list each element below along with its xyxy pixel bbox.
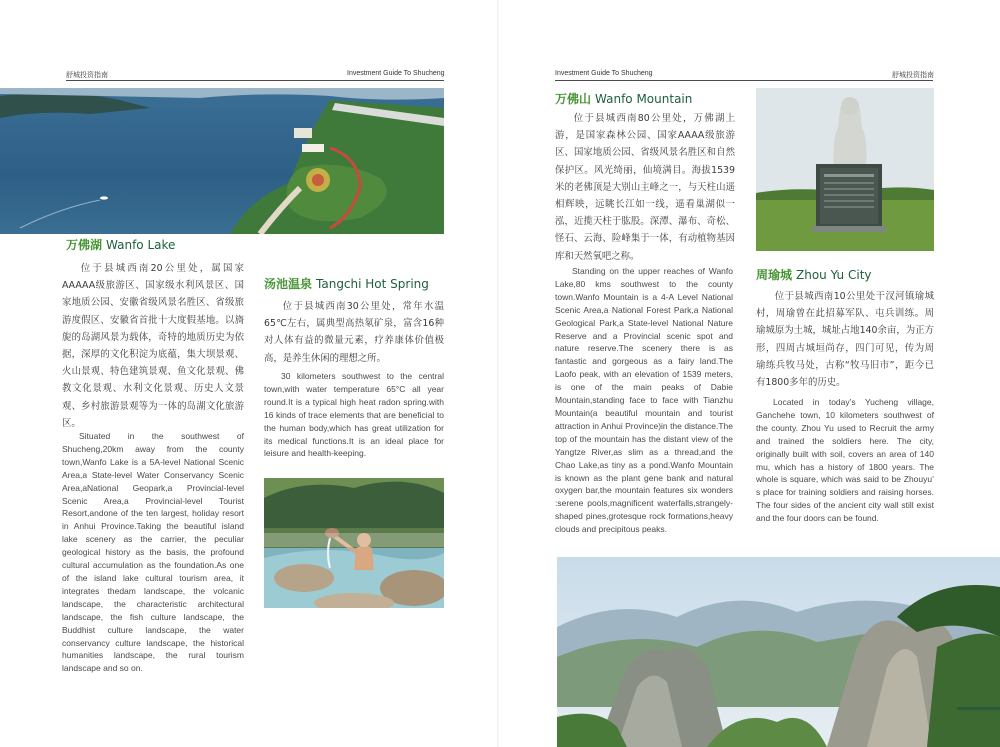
zhouyu-body-zh: 位于县城西南10公里处干汊河镇瑜城村，周瑜曾在此招募军队、屯兵训练。周瑜城原为土城，城址占地140余亩，为正方形，四周古城垣尚存，四门可见，传为周瑜练兵牧马处，古称“牧马旧市”，距今已有1800多年的历史。 <box>756 291 934 389</box>
wanfo-lake-title-en: Wanfo Lake <box>106 238 176 252</box>
running-header-zh: 舒城投资指南 <box>66 72 108 79</box>
tangchi-body-zh: 位于县城西南30公里处，常年水温65℃左右，属典型高热氡矿泉，富含16种对人体有益的微量元素，疗养康体价值极高，是养生休闲的理想之所。 <box>264 301 444 364</box>
running-header-en-right: Investment Guide To Shucheng <box>555 70 653 77</box>
zhouyu-title-en: Zhou Yu City <box>796 268 872 282</box>
tangchi-title <box>264 275 429 292</box>
mountain-peaks-photo <box>557 557 1000 747</box>
wanfo-mountain-title-zh: 万佛山 <box>555 92 592 106</box>
zhouyu-body-en: Located in today’s Yucheng village, Ganchehe town, 10 kilometers southwest of the county. Zhou Yu used to Recruit the army and trained the soldiers here. The city, originally built with soil, covers an area of 140 mu, which has a history of 1800 years. The whole is square, which was said to be Zhouyu’ s place for training soldiers and raising horses. The four sides of the ancient city wall still exist and the four doors can be found. <box>756 397 934 524</box>
wanfo-lake-title <box>66 236 175 253</box>
tangchi-title-zh: 汤池温泉 <box>264 277 313 291</box>
running-header-zh-right: 舒城投资指南 <box>892 72 934 79</box>
running-header-en: Investment Guide To Shucheng <box>347 70 445 77</box>
hot-spring-photo <box>264 478 444 608</box>
wanfo-lake-title-zh: 万佛湖 <box>66 238 103 252</box>
wanfo-mountain-title <box>555 90 692 107</box>
header-rule <box>66 80 444 81</box>
wanfo-mountain-body-zh: 位于县城西南80公里处，万佛湖上游，是国家森林公园、国家AAAA级旅游区、国家地质公园、省级风景名胜区和自然保护区。风光绮丽，仙境满目。海拔1539米的老佛顶是大别山主峰之一，与天柱山遥相辉映，远眺长江如一线，遥看巢湖似一泓，近揽天柱于肱股。深潭、瀑布、奇松、怪石、云海、险峰集于一体，有动植物基因库和天然氧吧之称。 <box>555 113 735 262</box>
aerial-lake-photo <box>0 88 444 234</box>
right-page <box>500 0 1000 747</box>
zhouyu-title-zh: 周瑜城 <box>756 268 793 282</box>
tangchi-title-en: Tangchi Hot Spring <box>316 277 429 291</box>
wanfo-lake-body-en: Situated in the southwest of Shucheng,20km away from the county town,Wanfo Lake is a 5A-level National Scenic Area,a State-level Water Conservancy Scenic Area,aNational Geopark,a Provincial-level Scenic Area,a Provincial-level Tourist Resort,andone of the ten largest, holiday resort in Anhui Province.Taking the beautiful island lake scenery as the carrier, the peculiar geological history as the basis, the profound cultural accumulation as the foundation.As one of the island lake cultural tourism area, it integrates thedam landscape, the volcanic landscape, the characteristic architectural landscape, the fish culture landscape, the Buddhist culture landscape, the water conservancy culture landscape, the historical humanities landscape, the rural tourism landscape and so on. <box>62 431 244 674</box>
statue-stele-photo <box>756 88 934 251</box>
wanfo-mountain-body-en: Standing on the upper reaches of Wanfo Lake,80 kms southwest to the county town.Wanfo Mountain is a 4-A Level National Scenic Area,a National Forest Park,a National Geological Park,a State-level National Nature Reserve and a Provincial scenic spot and nature reserve.The scenery there is as fantastic and gorgeous as a fairy land.The Laofo peak, with an elevation of 1539 meters, is one of the main peaks of Dabie Mountain,standing face to face with Tianzhu Mountain(a beautiful mountain and tourist attraction in Anhui Province)in the distance.The top of the mountain has the distant view of the Yangtze River,as slim as a thread,and the Chao Lake,as tiny as a pond.Wanfo Mountain is known as the plant gene bank and natural oxygen bar,the mountain features six wonders :serene pools,magnificent waterfalls,strangely-shaped pines,grotesque rock formations,heavy clouds and precipitous peaks. <box>555 266 733 535</box>
wanfo-mountain-title-en: Wanfo Mountain <box>595 92 693 106</box>
zhouyu-title <box>756 266 872 283</box>
header-rule-right <box>555 80 933 81</box>
tangchi-body-en: 30 kilometers southwest to the central town,with water temperature 65°C all year round.It is a typical high heat radon spring.with 16 kinds of trace elements that are beneficial to the human body,which has great utilization for its medical functions.It is an ideal place for leisure and health-keeping. <box>264 371 444 459</box>
wanfo-lake-body-zh: 位于县城西南20公里处，属国家AAAAA级旅游区、国家级水利风景区、国家地质公园、安徽省级风景名胜区、省级旅游度假区、安徽省首批十大度假基地。以旖旎的岛湖风景为载体，奇特的地质历史为依据，深厚的文化积淀为底蕴，集大坝景观、火山景观、特色建筑景观、鱼文化景观、佛教文化景观、水利文化景观、历史人文景观、乡村旅游景观等为一体的岛湖文化旅游区。 <box>62 263 244 429</box>
